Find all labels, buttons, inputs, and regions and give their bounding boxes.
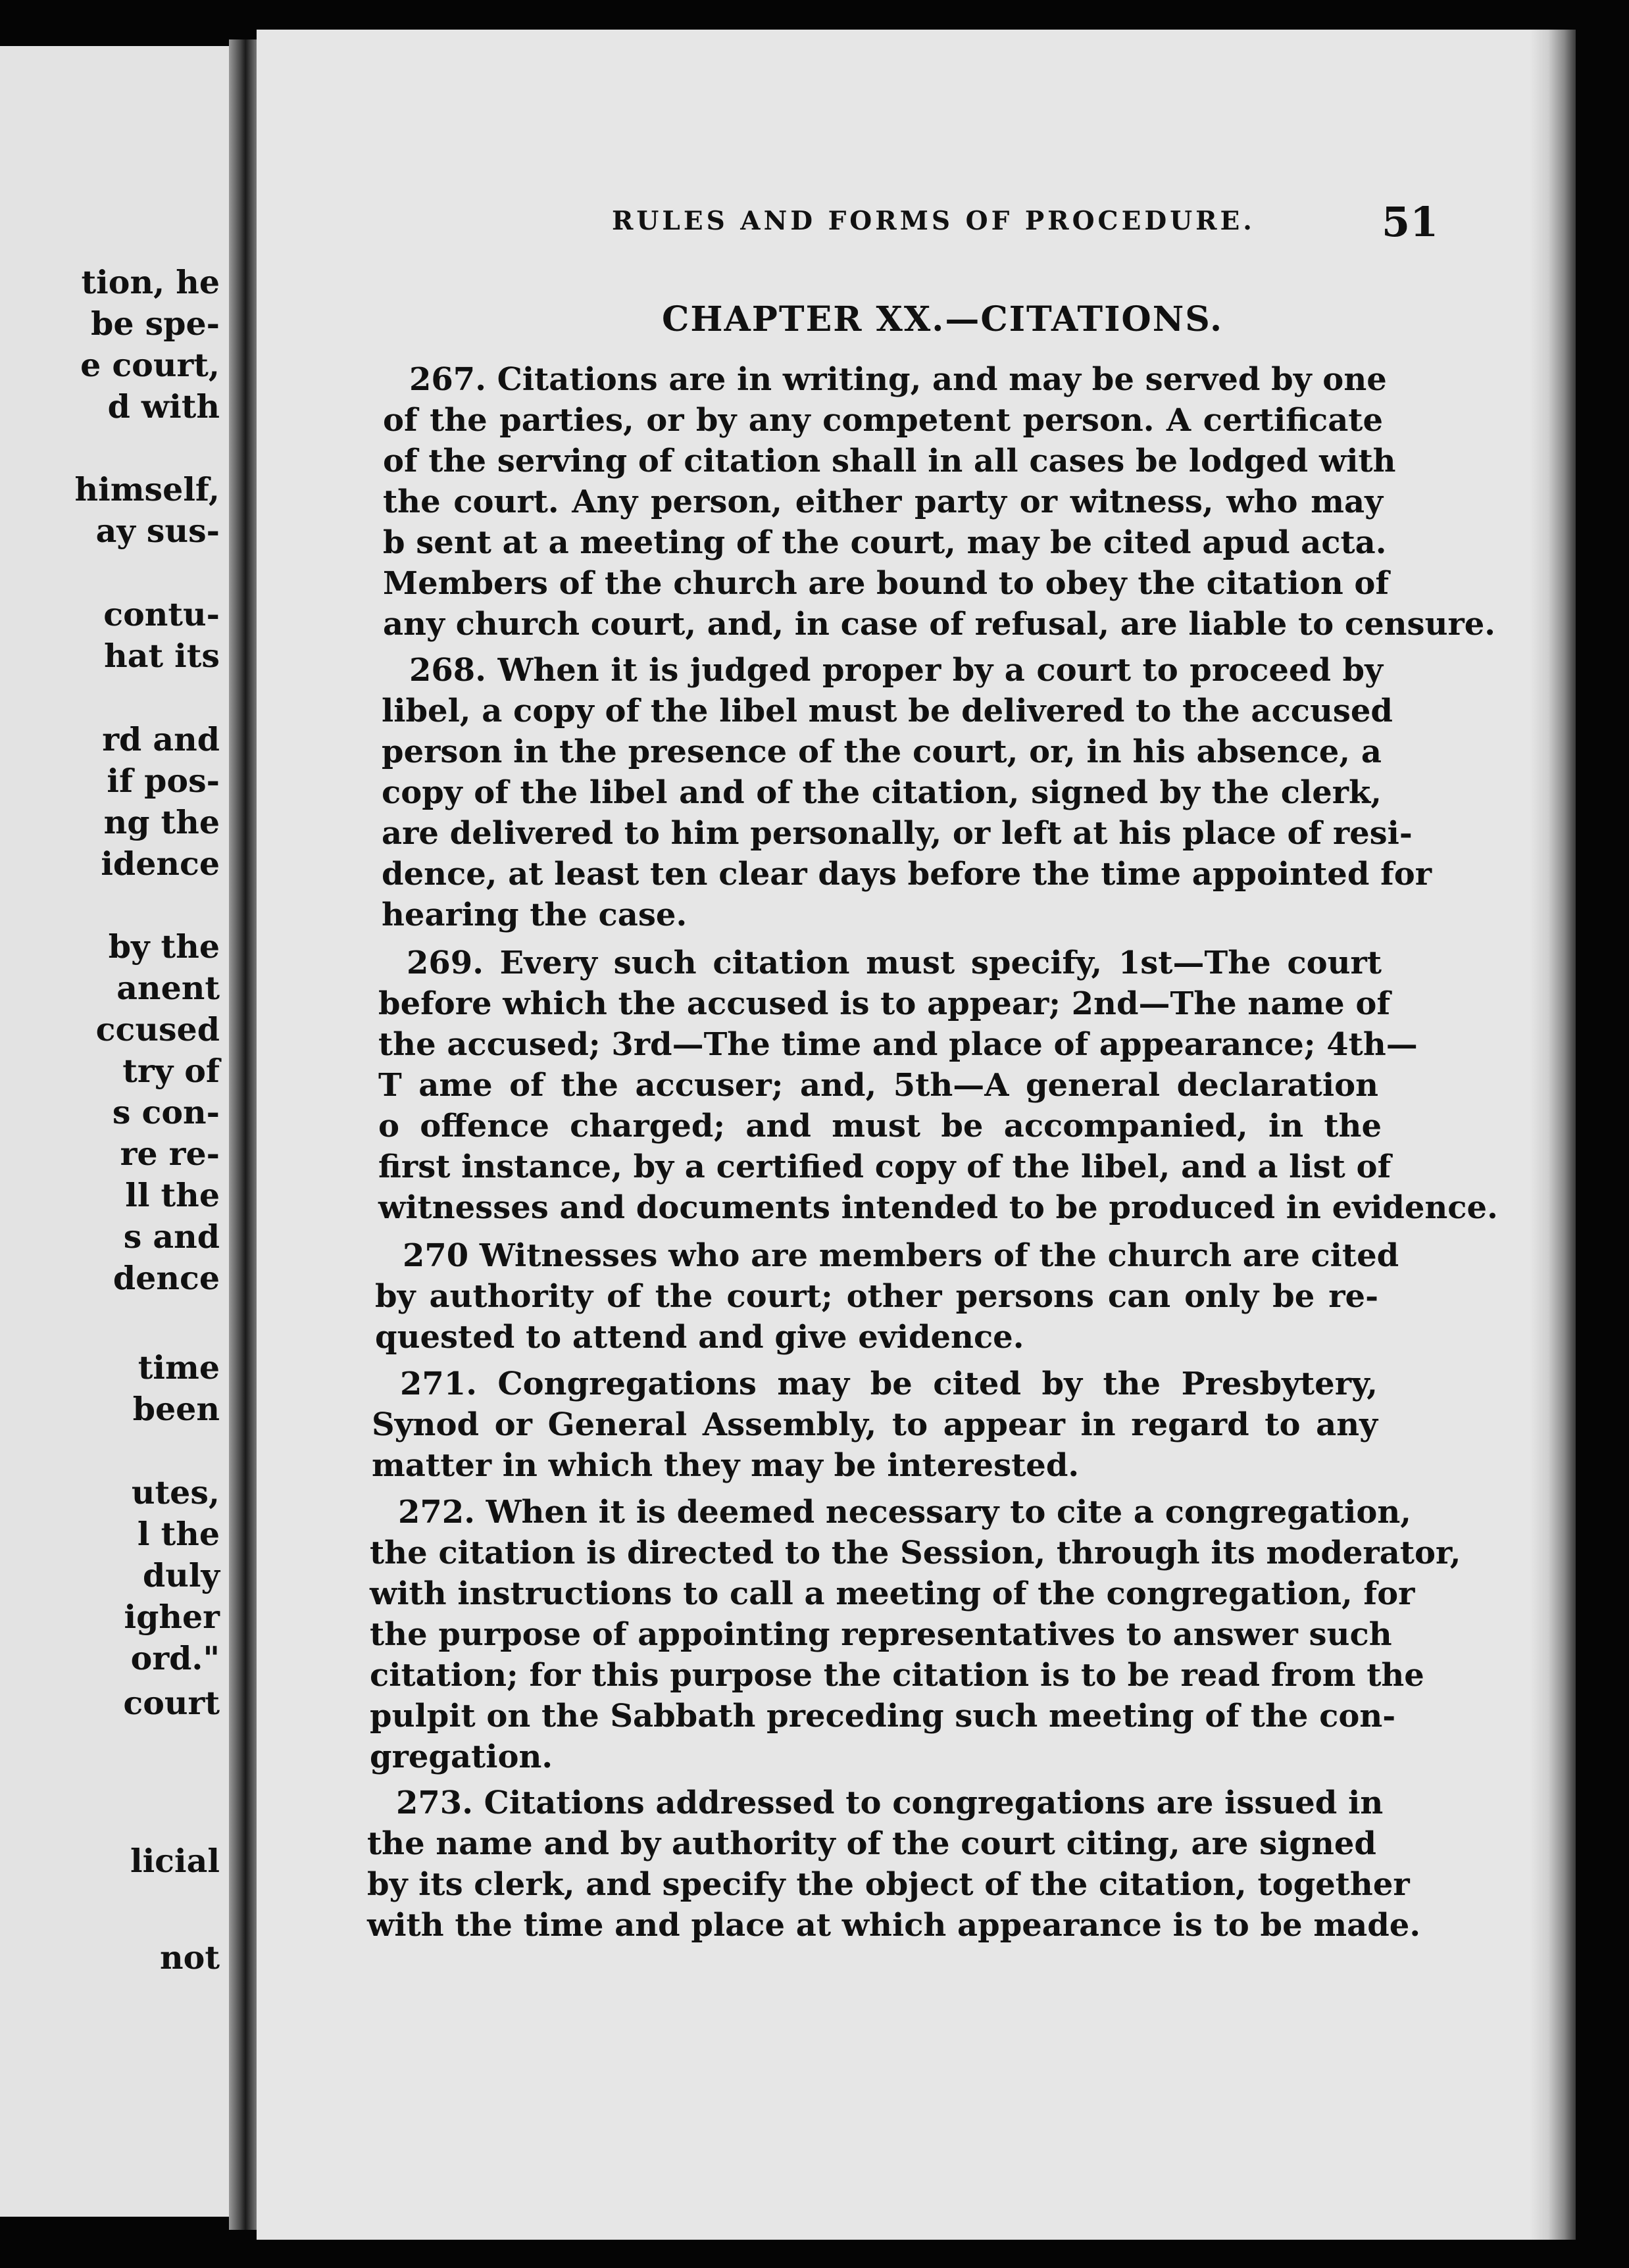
paragraph-line: 267. Citations are in writing, and may be served by one bbox=[409, 361, 1387, 398]
left-page-fragment: idence bbox=[101, 845, 220, 883]
left-page-fragment: ay sus- bbox=[95, 512, 220, 550]
paragraph-line: hearing the case. bbox=[382, 897, 688, 933]
left-page-fragment: hat its bbox=[104, 637, 220, 675]
paragraph-line: with instructions to call a meeting of the congregation, for bbox=[370, 1575, 1415, 1612]
paragraph-line: the citation is directed to the Session, through its moderator, bbox=[370, 1535, 1461, 1571]
left-page-fragment: himself, bbox=[74, 470, 220, 508]
paragraph-line: matter in which they may be interested. bbox=[372, 1447, 1080, 1484]
paragraph-line: of the parties, or by any competent person. A certificate bbox=[383, 402, 1383, 439]
paragraph-line: 269. Every such citation must specify, 1st—The court bbox=[407, 945, 1382, 981]
paragraph-line: 268. When it is judged proper by a court to proceed by bbox=[409, 652, 1383, 689]
paragraph-line: first instance, by a certified copy of the libel, and a list of bbox=[378, 1148, 1391, 1185]
paragraph-line: o offence charged; and must be accompanied, in the bbox=[378, 1108, 1382, 1145]
left-page-fragment: contu- bbox=[103, 595, 220, 633]
chapter-title: CHAPTER XX.—CITATIONS. bbox=[661, 299, 1224, 339]
left-page-fragment: utes, bbox=[131, 1473, 220, 1512]
left-page-fragment: dence bbox=[113, 1259, 220, 1297]
paragraph-line: quested to attend and give evidence. bbox=[375, 1319, 1024, 1356]
left-page-fragment: been bbox=[132, 1390, 220, 1428]
left-page-fragment: ord." bbox=[130, 1639, 220, 1677]
paragraph-line: the name and by authority of the court citing, are signed bbox=[367, 1825, 1376, 1862]
left-page-fragment: by the bbox=[108, 927, 220, 966]
paragraph-line: citation; for this purpose the citation is to be read from the bbox=[370, 1657, 1424, 1694]
left-page-fragment: s and bbox=[123, 1218, 220, 1256]
paragraph-line: by its clerk, and specify the object of the citation, together bbox=[367, 1866, 1410, 1903]
left-page-fragment: ll the bbox=[125, 1176, 220, 1214]
left-page-fragment: try of bbox=[122, 1052, 220, 1090]
left-page-fragment: e court, bbox=[80, 346, 220, 384]
left-page-fragment: licial bbox=[130, 1842, 220, 1880]
left-page-fragment: d with bbox=[107, 387, 220, 426]
paragraph-line: 273. Citations addressed to congregations are issued in bbox=[396, 1785, 1384, 1821]
paragraph-line: by authority of the court; other persons can only be re- bbox=[375, 1278, 1378, 1315]
paragraph-line: copy of the libel and of the citation, signed by the clerk, bbox=[382, 774, 1382, 811]
left-page-fragment: s con- bbox=[112, 1093, 220, 1131]
paragraph-line: the court. Any person, either party or witness, who may bbox=[383, 483, 1383, 520]
paragraph-line: before which the accused is to appear; 2nd—The name of bbox=[378, 985, 1391, 1022]
page-number: 51 bbox=[1382, 198, 1439, 246]
paragraph-line: Members of the church are bound to obey the citation of bbox=[383, 565, 1390, 602]
left-page-fragment: ng the bbox=[103, 803, 220, 841]
paragraph-line: the accused; 3rd—The time and place of appearance; 4th— bbox=[378, 1026, 1418, 1063]
page-edge-shadow bbox=[1530, 30, 1576, 2240]
paragraph-line: witnesses and documents intended to be produced in evidence. bbox=[378, 1189, 1498, 1226]
paragraph-line: 271. Congregations may be cited by the Presbytery, bbox=[400, 1366, 1378, 1402]
running-header: RULES AND FORMS OF PROCEDURE. bbox=[612, 206, 1255, 236]
left-page-fragment: if pos- bbox=[107, 762, 220, 800]
paragraph-line: 270 Witnesses who are members of the church are cited bbox=[403, 1237, 1399, 1274]
paragraph-line: gregation. bbox=[370, 1738, 553, 1775]
left-page-fragment: time bbox=[138, 1348, 220, 1387]
paragraph-line: the purpose of appointing representatives to answer such bbox=[370, 1616, 1392, 1653]
right-page bbox=[257, 30, 1576, 2240]
left-page-fragment: rd and bbox=[102, 720, 220, 758]
book-gutter bbox=[229, 39, 257, 2230]
paragraph-line: dence, at least ten clear days before the time appointed for bbox=[382, 856, 1432, 893]
left-page-fragment: tion, he bbox=[81, 263, 220, 301]
left-page-fragment: re re- bbox=[120, 1135, 220, 1173]
paragraph-line: libel, a copy of the libel must be delivered to the accused bbox=[382, 693, 1393, 729]
left-page bbox=[0, 46, 229, 2217]
paragraph-line: b sent at a meeting of the court, may be cited apud acta. bbox=[383, 524, 1387, 561]
left-page-fragment: anent bbox=[116, 969, 220, 1007]
paragraph-line: T ame of the accuser; and, 5th—A general declaration bbox=[378, 1067, 1378, 1104]
left-page-fragment: be spe- bbox=[91, 305, 220, 343]
paragraph-line: Synod or General Assembly, to appear in regard to any bbox=[372, 1406, 1378, 1443]
left-page-fragment: l the bbox=[137, 1515, 220, 1553]
left-page-fragment: duly bbox=[143, 1556, 220, 1594]
paragraph-line: of the serving of citation shall in all cases be lodged with bbox=[383, 443, 1396, 480]
paragraph-line: are delivered to him personally, or left at his place of resi- bbox=[382, 815, 1413, 852]
paragraph-line: 272. When it is deemed necessary to cite a congregation, bbox=[398, 1494, 1411, 1531]
paragraph-line: person in the presence of the court, or, in his absence, a bbox=[382, 733, 1382, 770]
left-page-fragment: igher bbox=[124, 1598, 220, 1636]
paragraph-line: pulpit on the Sabbath preceding such meeting of the con- bbox=[370, 1698, 1396, 1735]
left-page-fragment: ccused bbox=[95, 1010, 220, 1048]
paragraph-line: with the time and place at which appearance is to be made. bbox=[367, 1907, 1421, 1944]
left-page-fragment: not bbox=[160, 1938, 220, 1977]
paragraph-line: any church court, and, in case of refusal, are liable to censure. bbox=[383, 606, 1496, 643]
left-page-fragment: court bbox=[123, 1684, 220, 1722]
